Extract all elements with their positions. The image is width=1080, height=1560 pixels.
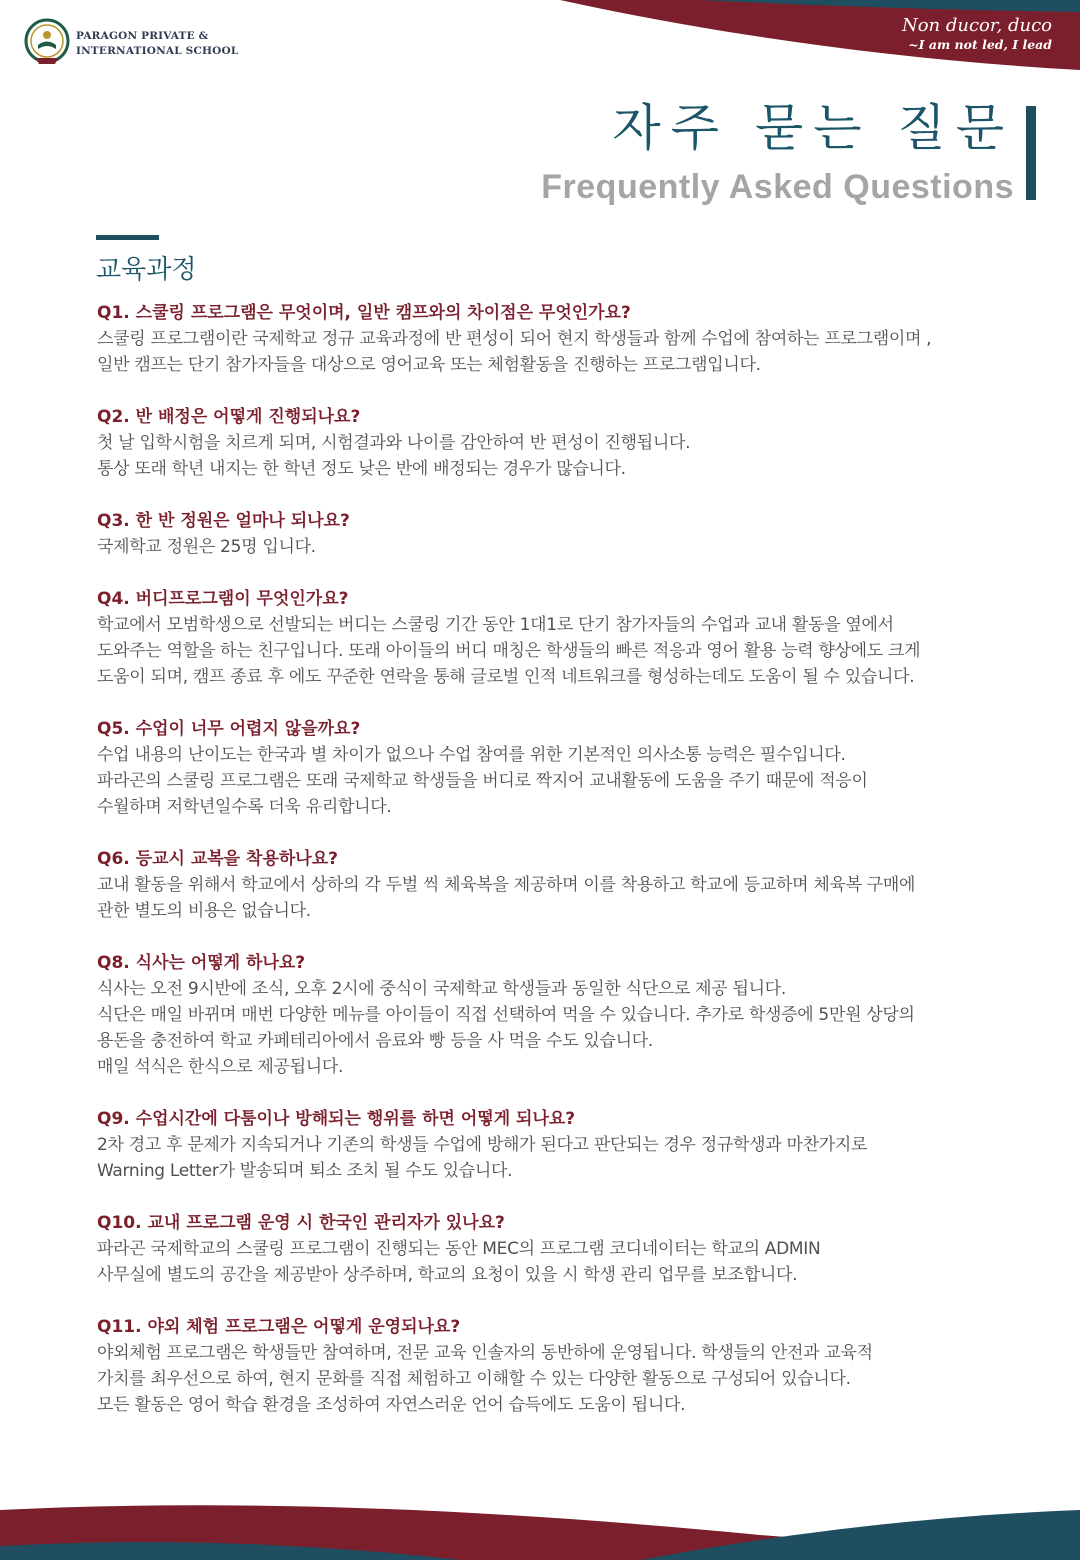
faq-answer-line: 가치를 최우선으로 하여, 현지 문화를 직접 체험하고 이해할 수 있는 다양한 활동으로 구성되어 있습니다.: [97, 1369, 851, 1389]
faq-answer-line: 파라곤 국제학교의 스쿨링 프로그램이 진행되는 동안 MEC의 프로그램 코디네이터는 학교의 ADMIN: [97, 1239, 821, 1259]
faq-answer-line: Warning Letter가 발송되며 퇴소 조치 될 수도 있습니다.: [97, 1161, 513, 1181]
faq-answer-line: 모든 활동은 영어 학습 환경을 조성하여 자연스러운 언어 습득에도 도움이 됩니다.: [97, 1395, 686, 1415]
faq-question: Q3. 한 반 정원은 얼마나 되나요?: [97, 511, 350, 531]
faq-answer-line: 국제학교 정원은 25명 입니다.: [97, 537, 316, 557]
page-title-english: Frequently Asked Questions: [541, 168, 1014, 206]
motto-translation: ~I am not led, I lead: [908, 37, 1052, 52]
faq-answer-line: 식사는 오전 9시반에 조식, 오후 2시에 중식이 국제학교 학생들과 동일한 식단으로 제공 됩니다.: [97, 979, 786, 999]
faq-answer-line: 첫 날 입학시험을 치르게 되며, 시험결과와 나이를 감안하여 반 편성이 진행됩니다.: [97, 433, 691, 453]
faq-answer-line: 스쿨링 프로그램이란 국제학교 정규 교육과정에 반 편성이 되어 현지 학생들과 함께 수업에 참여하는 프로그램이며 ,: [97, 329, 932, 349]
title-accent-bar: [1026, 106, 1036, 200]
faq-item: [97, 404, 1027, 482]
faq-item: [97, 950, 1027, 1080]
faq-answer-line: 사무실에 별도의 공간을 제공받아 상주하며, 학교의 요청이 있을 시 학생 관리 업무를 보조합니다.: [97, 1265, 798, 1285]
page-title-korean: 자주 묻는 질문: [612, 99, 1014, 157]
faq-item: [97, 716, 1027, 820]
faq-list: [97, 300, 1027, 1444]
faq-item: [97, 586, 1027, 690]
section-title: 교육과정: [96, 255, 197, 285]
faq-item: [97, 1314, 1027, 1418]
faq-answer-line: 관한 별도의 비용은 없습니다.: [97, 901, 311, 921]
faq-answer-line: 도와주는 역할을 하는 친구입니다. 또래 아이들의 버디 매칭은 학생들의 빠른 적응과 영어 활용 능력 향상에도 크게: [97, 641, 921, 661]
faq-question: Q1. 스쿨링 프로그램은 무엇이며, 일반 캠프와의 차이점은 무엇인가요?: [97, 303, 631, 323]
section-divider: [96, 235, 159, 240]
faq-question: Q10. 교내 프로그램 운영 시 한국인 관리자가 있나요?: [97, 1213, 505, 1233]
faq-question: Q9. 수업시간에 다툼이나 방해되는 행위를 하면 어떻게 되나요?: [97, 1109, 576, 1129]
faq-question: Q8. 식사는 어떻게 하나요?: [97, 953, 306, 973]
faq-answer-line: 수월하며 저학년일수록 더욱 유리합니다.: [97, 797, 392, 817]
faq-answer-line: 매일 석식은 한식으로 제공됩니다.: [97, 1057, 344, 1077]
faq-question: Q2. 반 배정은 어떻게 진행되나요?: [97, 407, 361, 427]
faq-question: Q4. 버디프로그램이 무엇인가요?: [97, 589, 349, 609]
faq-answer-line: 학교에서 모범학생으로 선발되는 버디는 스쿨링 기간 동안 1대1로 단기 참가자들의 수업과 교내 활동을 옆에서: [97, 615, 894, 635]
faq-answer-line: 일반 캠프는 단기 참가자들을 대상으로 영어교육 또는 체험활동을 진행하는 프로그램입니다.: [97, 355, 761, 375]
faq-question: Q6. 등교시 교복을 착용하나요?: [97, 849, 338, 869]
school-logo-icon: [24, 18, 70, 68]
faq-item: [97, 1106, 1027, 1184]
school-motto: [902, 14, 1052, 52]
school-name: PARAGON PRIVATE & INTERNATIONAL SCHOOL: [76, 30, 239, 57]
faq-item: [97, 508, 1027, 560]
faq-answer-line: 2차 경고 후 문제가 지속되거나 기존의 학생들 수업에 방해가 된다고 판단되는 경우 정규학생과 마찬가지로: [97, 1135, 868, 1155]
faq-answer-line: 용돈을 충전하여 학교 카페테리아에서 음료와 빵 등을 사 먹을 수도 있습니다.: [97, 1031, 653, 1051]
faq-answer-line: 파라곤의 스쿨링 프로그램은 또래 국제학교 학생들을 버디로 짝지어 교내활동에 도움을 주기 때문에 적응이: [97, 771, 868, 791]
faq-answer-line: 야외체험 프로그램은 학생들만 참여하며, 전문 교육 인솔자의 동반하에 운영됩니다. 학생들의 안전과 교육적: [97, 1343, 873, 1363]
faq-answer-line: 도움이 되며, 캠프 종료 후 에도 꾸준한 연락을 통해 글로벌 인적 네트워크를 형성하는데도 도움이 될 수 있습니다.: [97, 667, 915, 687]
faq-item: [97, 300, 1027, 378]
faq-item: [97, 1210, 1027, 1288]
faq-answer-line: 통상 또래 학년 내지는 한 학년 정도 낮은 반에 배정되는 경우가 많습니다.: [97, 459, 626, 479]
motto-latin: Non ducor, duco: [901, 15, 1052, 36]
faq-answer-line: 수업 내용의 난이도는 한국과 별 차이가 없으나 수업 참여를 위한 기본적인 의사소통 능력은 필수입니다.: [97, 745, 846, 765]
faq-question: Q5. 수업이 너무 어렵지 않을까요?: [97, 719, 361, 739]
faq-question: Q11. 야외 체험 프로그램은 어떻게 운영되나요?: [97, 1317, 461, 1337]
faq-answer-line: 교내 활동을 위해서 학교에서 상하의 각 두벌 씩 체육복을 제공하며 이를 착용하고 학교에 등교하며 체육복 구매에: [97, 875, 916, 895]
faq-item: [97, 846, 1027, 924]
footer-banner: [0, 1490, 1080, 1560]
faq-answer-line: 식단은 매일 바뀌며 매번 다양한 메뉴를 아이들이 직접 선택하여 먹을 수 있습니다. 추가로 학생증에 5만원 상당의: [97, 1005, 915, 1025]
